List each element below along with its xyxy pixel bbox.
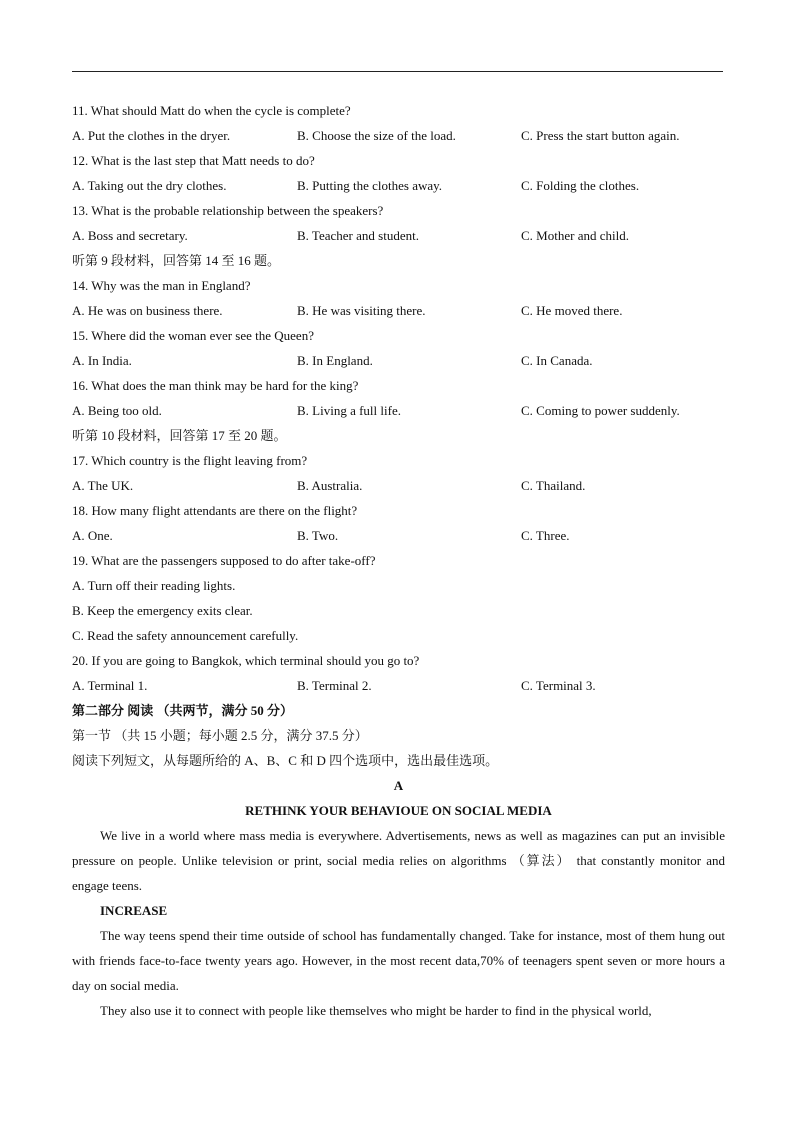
document-body (72, 98, 725, 1023)
passage-letter: A (393, 778, 404, 793)
question-17: 17. Which country is the flight leaving from? (72, 453, 308, 468)
question-18-options (72, 523, 725, 548)
part2-section1: 第一节 （共 15 小题；每小题 2.5 分，满分 37.5 分） (72, 728, 368, 743)
question-16: 16. What does the man think may be hard for the king? (72, 378, 359, 393)
question-13: 13. What is the probable relationship between the speakers? (72, 203, 384, 218)
option-a: A. The UK. (72, 478, 134, 493)
question-19: 19. What are the passengers supposed to do after take-off? (72, 553, 376, 568)
option-a: A. Turn off their reading lights. (72, 578, 236, 593)
question-11: 11. What should Matt do when the cycle is complete? (72, 103, 351, 118)
option-b: B. Putting the clothes away. (297, 178, 443, 193)
question-20-options (72, 673, 725, 698)
part2-instruction: 阅读下列短文，从每题所给的 A、B、C 和 D 四个选项中，选出最佳选项。 (72, 753, 499, 768)
option-a: A. Put the clothes in the dryer. (72, 128, 231, 143)
option-b: B. He was visiting there. (297, 303, 426, 318)
option-b: B. Australia. (297, 478, 363, 493)
option-c: C. Read the safety announcement carefully. (72, 628, 299, 643)
passage-subheading: INCREASE (100, 903, 168, 918)
question-12: 12. What is the last step that Matt needs to do? (72, 153, 315, 168)
option-b: B. Choose the size of the load. (297, 128, 456, 143)
option-c: C. Thailand. (521, 478, 586, 493)
option-c: C. Coming to power suddenly. (521, 403, 680, 418)
option-c: C. Press the start button again. (521, 128, 680, 143)
question-20: 20. If you are going to Bangkok, which terminal should you go to? (72, 653, 420, 668)
option-b: B. Terminal 2. (297, 678, 372, 693)
option-b: B. Teacher and student. (297, 228, 419, 243)
passage-paragraph-3: They also use it to connect with people like themselves who might be harder to find in the physical world, (100, 1003, 652, 1018)
option-a: A. One. (72, 528, 113, 543)
question-15-options (72, 348, 725, 373)
option-b: B. Keep the emergency exits clear. (72, 603, 253, 618)
question-15: 15. Where did the woman ever see the Queen? (72, 328, 314, 343)
option-a: A. Boss and secretary. (72, 228, 188, 243)
option-a: A. Terminal 1. (72, 678, 148, 693)
option-c: C. Three. (521, 528, 570, 543)
passage-paragraph-1: We live in a world where mass media is everywhere. Advertisements, news as well as magazines can put an invisible pressure on people. Unlike television or print, social media relies on algorithms （算法） that constantly monitor and engage teens. (72, 828, 725, 893)
question-16-options (72, 398, 725, 423)
question-13-options (72, 223, 725, 248)
header-rule (72, 71, 723, 72)
option-c: C. Mother and child. (521, 228, 629, 243)
option-a: A. Taking out the dry clothes. (72, 178, 227, 193)
section-10-intro: 听第 10 段材料，回答第 17 至 20 题。 (72, 428, 287, 443)
option-b: B. Living a full life. (297, 403, 401, 418)
passage-title: RETHINK YOUR BEHAVIOUE ON SOCIAL MEDIA (245, 803, 552, 818)
option-a: A. He was on business there. (72, 303, 223, 318)
part2-title: 第二部分 阅读 （共两节，满分 50 分） (72, 703, 294, 718)
option-b: B. Two. (297, 528, 339, 543)
option-b: B. In England. (297, 353, 373, 368)
option-c: C. Folding the clothes. (521, 178, 640, 193)
question-11-options (72, 123, 725, 148)
option-a: A. In India. (72, 353, 132, 368)
question-17-options (72, 473, 725, 498)
option-a: A. Being too old. (72, 403, 162, 418)
question-14-options (72, 298, 725, 323)
question-12-options (72, 173, 725, 198)
option-c: C. He moved there. (521, 303, 623, 318)
question-18: 18. How many flight attendants are there on the flight? (72, 503, 358, 518)
passage-paragraph-2: The way teens spend their time outside of school has fundamentally changed. Take for instance, most of them hung out with friends face-to-face twenty years ago. However, in the most recent data,70% of teenagers spent seven or more hours a day on social media. (72, 928, 725, 993)
question-14: 14. Why was the man in England? (72, 278, 251, 293)
section-9-intro: 听第 9 段材料，回答第 14 至 16 题。 (72, 253, 281, 268)
option-c: C. Terminal 3. (521, 678, 596, 693)
option-c: C. In Canada. (521, 353, 593, 368)
